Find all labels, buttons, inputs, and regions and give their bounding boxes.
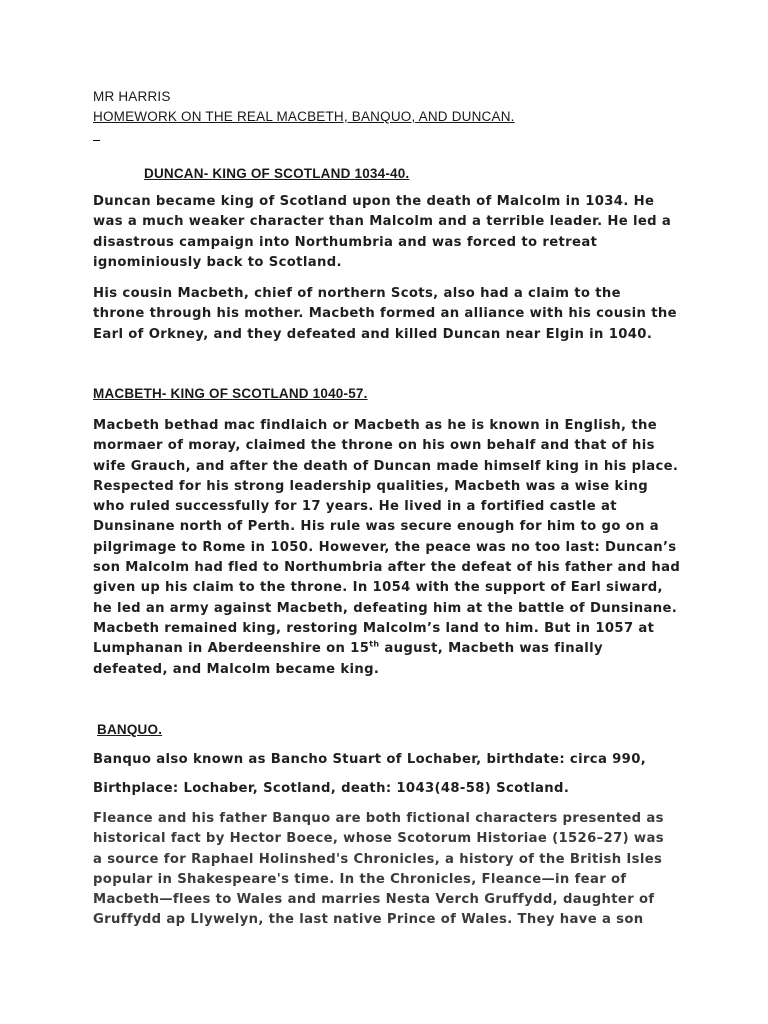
superscript-ordinal: th — [369, 639, 380, 649]
text-line: Fleance and his father Banquo are both fictional characters presented as — [93, 811, 664, 826]
text-line: Banquo also known as Bancho Stuart of Lochaber, birthdate: circa 990, — [93, 752, 647, 767]
text-line: Duncan became king of Scotland upon the death of Malcolm in 1034. He — [93, 194, 655, 209]
text-line: defeated, and Malcolm became king. — [93, 661, 380, 677]
macbeth-paragraph — [93, 416, 683, 680]
banquo-paragraph-3 — [93, 809, 683, 931]
text-line: Respected for his strong leadership qualities, Macbeth was a wise king — [93, 478, 649, 494]
text-line: popular in Shakespeare's time. In the Chronicles, Fleance—in fear of — [93, 871, 627, 887]
text-line: Macbeth remained king, restoring Malcolm’s land to him. But in 1057 at — [93, 620, 655, 636]
text-line: Macbeth bethad mac findlaich or Macbeth as he is known in English, the — [93, 418, 658, 433]
text-line: Earl of Orkney, and they defeated and killed Duncan near Elgin in 1040. — [93, 326, 653, 342]
text-line — [93, 639, 683, 659]
text-line: a source for Raphael Holinshed's Chronicles, a history of the British Isles — [93, 851, 663, 867]
text-line: Macbeth—flees to Wales and marries Nesta Verch Gruffydd, daughter of — [93, 892, 655, 908]
text-line: mormaer of moray, claimed the throne on his own behalf and that of his — [93, 438, 655, 454]
duncan-paragraph-1 — [93, 192, 683, 273]
banquo-heading: BANQUO. — [97, 722, 163, 737]
text-line: Gruffydd ap Llywelyn, the last native Prince of Wales. They have a son — [93, 912, 644, 928]
text-line: historical fact by Hector Boece, whose Scotorum Historiae (1526–27) was — [93, 831, 664, 847]
text-line: wife Grauch, and after the death of Duncan made himself king in his place. — [93, 458, 679, 474]
banquo-paragraph-1 — [93, 750, 683, 770]
text-line: was a much weaker character than Malcolm and a terrible leader. He led a — [93, 214, 672, 230]
text-line: disastrous campaign into Northumbria and was forced to retreat — [93, 234, 598, 250]
macbeth-heading: MACBETH- KING OF SCOTLAND 1040-57. — [93, 386, 368, 401]
text-line: His cousin Macbeth, chief of northern Scots, also had a claim to the — [93, 286, 621, 301]
text-line: Birthplace: Lochaber, Scotland, death: 1043(48-58) Scotland. — [93, 781, 570, 796]
text-line: pilgrimage to Rome in 1050. However, the peace was no too last: Duncan’s — [93, 539, 677, 555]
dash-mark — [93, 140, 100, 141]
text-fragment: august, Macbeth was finally — [379, 641, 603, 657]
text-line: he led an army against Macbeth, defeating him at the battle of Dunsinane. — [93, 600, 678, 616]
text-line: who ruled successfully for 17 years. He lived in a fortified castle at — [93, 499, 617, 515]
document-title: HOMEWORK ON THE REAL MACBETH, BANQUO, AND DUNCAN. — [93, 109, 515, 124]
text-fragment: Lumphanan in Aberdeenshire on 15 — [93, 641, 370, 657]
duncan-paragraph-2 — [93, 284, 683, 345]
text-line: throne through his mother. Macbeth formed an alliance with his cousin the — [93, 306, 677, 322]
text-line: given up his claim to the throne. In 1054 with the support of Earl siward, — [93, 580, 663, 596]
text-line: Dunsinane north of Perth. His rule was secure enough for him to go on a — [93, 519, 660, 535]
author-name: MR HARRIS — [93, 89, 171, 104]
banquo-paragraph-2 — [93, 779, 683, 799]
text-line: son Malcolm had fled to Northumbria after the defeat of his father and had — [93, 560, 681, 576]
duncan-heading: DUNCAN- KING OF SCOTLAND 1034-40. — [144, 166, 410, 181]
text-line: ignominiously back to Scotland. — [93, 254, 342, 270]
